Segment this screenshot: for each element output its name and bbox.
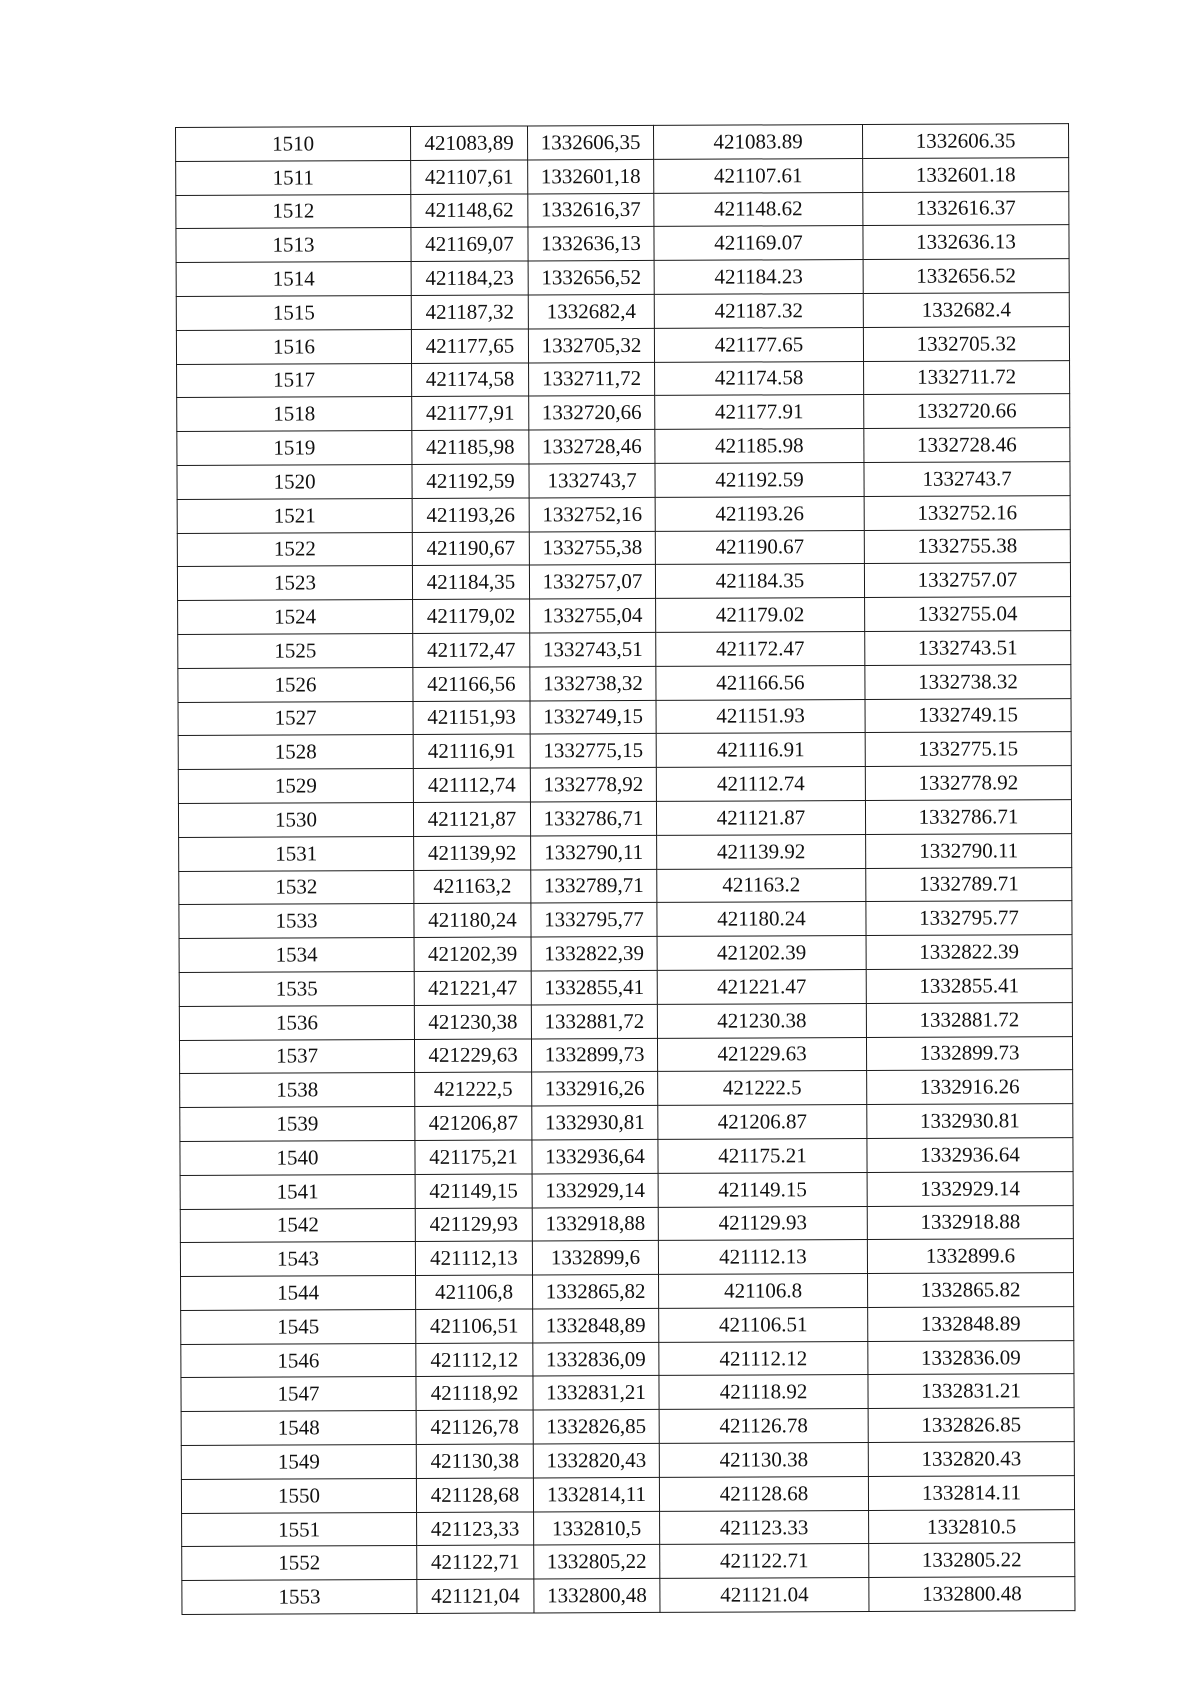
- table-row: [181, 1273, 1074, 1311]
- y-dot-cell: 1332775.15: [865, 732, 1071, 767]
- x-dot-cell: 421174.58: [655, 361, 864, 396]
- y-dot-cell: 1332831.21: [868, 1374, 1074, 1409]
- y-comma-cell: 1332848,89: [533, 1308, 659, 1342]
- x-comma-cell: 421174,58: [412, 363, 529, 397]
- y-dot-cell: 1332916.26: [867, 1070, 1073, 1105]
- point-number-cell: 1531: [179, 836, 414, 871]
- point-number-cell: 1540: [180, 1140, 415, 1175]
- point-number-cell: 1522: [177, 532, 412, 567]
- y-comma-cell: 1332743,7: [529, 463, 655, 497]
- y-dot-cell: 1332848.89: [868, 1306, 1074, 1341]
- x-dot-cell: 421130.38: [659, 1443, 868, 1478]
- x-comma-cell: 421139,92: [414, 836, 531, 870]
- table-row: [176, 259, 1069, 297]
- point-number-cell: 1525: [178, 633, 413, 668]
- x-dot-cell: 421187.32: [654, 293, 863, 328]
- y-dot-cell: 1332836.09: [868, 1340, 1074, 1375]
- y-dot-cell: 1332810.5: [869, 1509, 1075, 1544]
- y-comma-cell: 1332775,15: [530, 734, 656, 768]
- x-comma-cell: 421128,68: [416, 1478, 533, 1512]
- y-dot-cell: 1332601.18: [863, 157, 1069, 192]
- point-number-cell: 1536: [179, 1005, 414, 1040]
- x-dot-cell: 421083.89: [653, 125, 862, 160]
- table-row: [180, 1205, 1073, 1243]
- point-number-cell: 1512: [176, 194, 411, 229]
- point-number-cell: 1523: [177, 566, 412, 601]
- table-row: [181, 1374, 1074, 1412]
- x-dot-cell: 421177.65: [654, 327, 863, 362]
- x-dot-cell: 421116.91: [656, 733, 865, 768]
- table-row: [176, 225, 1069, 263]
- y-dot-cell: 1332790.11: [866, 833, 1072, 868]
- table-row: [178, 631, 1071, 669]
- y-dot-cell: 1332865.82: [868, 1273, 1074, 1308]
- y-dot-cell: 1332822.39: [866, 935, 1072, 970]
- point-number-cell: 1541: [180, 1174, 415, 1209]
- y-dot-cell: 1332814.11: [868, 1475, 1074, 1510]
- x-dot-cell: 421184.35: [655, 564, 864, 599]
- y-comma-cell: 1332743,51: [530, 632, 656, 666]
- point-number-cell: 1515: [176, 295, 411, 330]
- point-number-cell: 1545: [181, 1309, 416, 1344]
- x-comma-cell: 421177,91: [412, 396, 529, 430]
- table-row: [178, 664, 1071, 702]
- x-dot-cell: 421112.74: [656, 767, 865, 802]
- x-comma-cell: 421118,92: [416, 1376, 533, 1410]
- x-comma-cell: 421107,61: [411, 160, 528, 194]
- point-number-cell: 1524: [178, 600, 413, 635]
- y-dot-cell: 1332738.32: [865, 664, 1071, 699]
- y-dot-cell: 1332820.43: [868, 1442, 1074, 1477]
- table-row: [179, 935, 1072, 973]
- y-dot-cell: 1332936.64: [867, 1137, 1073, 1172]
- y-comma-cell: 1332711,72: [529, 362, 655, 396]
- point-number-cell: 1529: [178, 769, 413, 804]
- point-number-cell: 1543: [180, 1242, 415, 1277]
- x-dot-cell: 421121.87: [656, 800, 865, 835]
- y-comma-cell: 1332636,13: [528, 227, 654, 261]
- x-comma-cell: 421172,47: [413, 633, 530, 667]
- x-comma-cell: 421083,89: [410, 126, 527, 160]
- table-row: [181, 1306, 1074, 1344]
- table-row: [179, 1002, 1072, 1040]
- x-dot-cell: 421193.26: [655, 496, 864, 531]
- x-comma-cell: 421179,02: [413, 599, 530, 633]
- x-comma-cell: 421123,33: [417, 1512, 534, 1546]
- table-row: [181, 1475, 1074, 1513]
- x-comma-cell: 421151,93: [413, 701, 530, 735]
- x-dot-cell: 421112.13: [658, 1240, 867, 1275]
- point-number-cell: 1552: [182, 1546, 417, 1581]
- y-dot-cell: 1332930.81: [867, 1104, 1073, 1139]
- y-dot-cell: 1332757.07: [864, 563, 1070, 598]
- y-dot-cell: 1332755.38: [864, 529, 1070, 564]
- point-number-cell: 1510: [176, 126, 411, 161]
- table-row: [178, 800, 1071, 838]
- y-comma-cell: 1332682,4: [528, 294, 654, 328]
- table-row: [177, 462, 1070, 500]
- point-number-cell: 1530: [178, 802, 413, 837]
- x-dot-cell: 421202.39: [657, 936, 866, 971]
- y-dot-cell: 1332786.71: [865, 800, 1071, 835]
- y-comma-cell: 1332899,73: [531, 1038, 657, 1072]
- table-row: [180, 1104, 1073, 1142]
- x-comma-cell: 421126,78: [416, 1410, 533, 1444]
- x-comma-cell: 421169,07: [411, 227, 528, 261]
- x-comma-cell: 421121,87: [413, 802, 530, 836]
- y-comma-cell: 1332752,16: [529, 497, 655, 531]
- point-number-cell: 1550: [181, 1478, 416, 1513]
- x-dot-cell: 421184.23: [654, 260, 863, 295]
- point-number-cell: 1553: [182, 1580, 417, 1615]
- point-number-cell: 1527: [178, 701, 413, 736]
- table-row: [182, 1509, 1075, 1547]
- x-comma-cell: 421221,47: [414, 971, 531, 1005]
- point-number-cell: 1549: [181, 1445, 416, 1480]
- y-comma-cell: 1332820,43: [533, 1443, 659, 1477]
- table-row: [177, 529, 1070, 567]
- y-comma-cell: 1332738,32: [530, 666, 656, 700]
- x-comma-cell: 421184,23: [411, 261, 528, 295]
- table-row: [177, 495, 1070, 533]
- y-comma-cell: 1332930,81: [532, 1106, 658, 1140]
- y-dot-cell: 1332749.15: [865, 698, 1071, 733]
- point-number-cell: 1538: [180, 1073, 415, 1108]
- y-dot-cell: 1332606.35: [862, 124, 1068, 159]
- y-dot-cell: 1332826.85: [868, 1408, 1074, 1443]
- point-number-cell: 1516: [176, 329, 411, 364]
- x-comma-cell: 421121,04: [417, 1579, 534, 1613]
- x-comma-cell: 421116,91: [413, 734, 530, 768]
- y-dot-cell: 1332899.73: [866, 1036, 1072, 1071]
- y-dot-cell: 1332929.14: [867, 1171, 1073, 1206]
- y-comma-cell: 1332616,37: [528, 193, 654, 227]
- y-comma-cell: 1332601,18: [528, 159, 654, 193]
- table-row: [181, 1340, 1074, 1378]
- x-comma-cell: 421184,35: [412, 565, 529, 599]
- x-comma-cell: 421177,65: [411, 329, 528, 363]
- y-comma-cell: 1332936,64: [532, 1139, 658, 1173]
- y-comma-cell: 1332728,46: [529, 430, 655, 464]
- point-number-cell: 1526: [178, 667, 413, 702]
- point-number-cell: 1535: [179, 971, 414, 1006]
- point-number-cell: 1544: [181, 1276, 416, 1311]
- y-comma-cell: 1332899,6: [532, 1241, 658, 1275]
- y-comma-cell: 1332755,38: [529, 531, 655, 565]
- x-dot-cell: 421106.8: [659, 1274, 868, 1309]
- y-comma-cell: 1332778,92: [530, 768, 656, 802]
- y-comma-cell: 1332814,11: [533, 1477, 659, 1511]
- x-comma-cell: 421192,59: [412, 464, 529, 498]
- table-row: [178, 732, 1071, 770]
- y-comma-cell: 1332755,04: [530, 599, 656, 633]
- x-dot-cell: 421180.24: [657, 902, 866, 937]
- x-comma-cell: 421149,15: [415, 1174, 532, 1208]
- table-row: [176, 326, 1069, 364]
- y-comma-cell: 1332800,48: [534, 1579, 660, 1613]
- point-number-cell: 1521: [177, 498, 412, 533]
- y-comma-cell: 1332790,11: [531, 835, 657, 869]
- table-row: [179, 867, 1072, 905]
- x-dot-cell: 421169.07: [654, 226, 863, 261]
- x-dot-cell: 421122.71: [660, 1544, 869, 1579]
- x-dot-cell: 421190.67: [655, 530, 864, 565]
- y-comma-cell: 1332855,41: [531, 970, 657, 1004]
- y-dot-cell: 1332918.88: [867, 1205, 1073, 1240]
- y-comma-cell: 1332810,5: [534, 1511, 660, 1545]
- table-row: [177, 394, 1070, 432]
- y-comma-cell: 1332789,71: [531, 869, 657, 903]
- x-comma-cell: 421193,26: [412, 498, 529, 532]
- table-row: [182, 1543, 1075, 1581]
- x-dot-cell: 421222.5: [658, 1071, 867, 1106]
- table-row: [179, 833, 1072, 871]
- table-row: [180, 1070, 1073, 1108]
- y-dot-cell: 1332805.22: [869, 1543, 1075, 1578]
- y-comma-cell: 1332836,09: [533, 1342, 659, 1376]
- x-dot-cell: 421139.92: [657, 834, 866, 869]
- x-dot-cell: 421172.47: [656, 631, 865, 666]
- y-dot-cell: 1332752.16: [864, 495, 1070, 530]
- x-dot-cell: 421107.61: [654, 158, 863, 193]
- point-number-cell: 1551: [182, 1512, 417, 1547]
- x-dot-cell: 421206.87: [658, 1105, 867, 1140]
- y-comma-cell: 1332705,32: [528, 328, 654, 362]
- y-dot-cell: 1332682.4: [863, 293, 1069, 328]
- y-comma-cell: 1332795,77: [531, 903, 657, 937]
- table-row: [176, 124, 1069, 162]
- x-dot-cell: 421177.91: [655, 395, 864, 430]
- y-comma-cell: 1332606,35: [527, 125, 653, 159]
- x-comma-cell: 421122,71: [417, 1545, 534, 1579]
- table-row: [181, 1442, 1074, 1480]
- x-comma-cell: 421148,62: [411, 194, 528, 228]
- y-comma-cell: 1332786,71: [530, 801, 656, 835]
- y-dot-cell: 1332795.77: [866, 901, 1072, 936]
- x-comma-cell: 421187,32: [411, 295, 528, 329]
- y-dot-cell: 1332800.48: [869, 1577, 1075, 1612]
- y-comma-cell: 1332656,52: [528, 261, 654, 295]
- y-dot-cell: 1332743.7: [864, 462, 1070, 497]
- x-dot-cell: 421221.47: [657, 969, 866, 1004]
- y-dot-cell: 1332743.51: [865, 631, 1071, 666]
- table-row: [179, 901, 1072, 939]
- point-number-cell: 1533: [179, 904, 414, 939]
- y-comma-cell: 1332918,88: [532, 1207, 658, 1241]
- table-row: [177, 428, 1070, 466]
- point-number-cell: 1514: [176, 262, 411, 297]
- y-dot-cell: 1332881.72: [866, 1002, 1072, 1037]
- x-dot-cell: 421128.68: [659, 1476, 868, 1511]
- x-dot-cell: 421185.98: [655, 429, 864, 464]
- y-comma-cell: 1332865,82: [533, 1274, 659, 1308]
- table-row: [176, 191, 1069, 229]
- table-row: [180, 1137, 1073, 1175]
- coordinates-table: [175, 123, 1075, 1615]
- x-dot-cell: 421151.93: [656, 699, 865, 734]
- x-comma-cell: 421112,12: [416, 1343, 533, 1377]
- y-dot-cell: 1332636.13: [863, 225, 1069, 260]
- x-comma-cell: 421222,5: [415, 1072, 532, 1106]
- x-comma-cell: 421180,24: [414, 903, 531, 937]
- point-number-cell: 1539: [180, 1107, 415, 1142]
- table-row: [178, 698, 1071, 736]
- y-dot-cell: 1332728.46: [864, 428, 1070, 463]
- x-dot-cell: 421229.63: [657, 1037, 866, 1072]
- table-row: [177, 563, 1070, 601]
- point-number-cell: 1546: [181, 1343, 416, 1378]
- point-number-cell: 1542: [180, 1208, 415, 1243]
- x-comma-cell: 421112,13: [415, 1241, 532, 1275]
- y-dot-cell: 1332899.6: [867, 1239, 1073, 1274]
- point-number-cell: 1537: [179, 1039, 414, 1074]
- x-dot-cell: 421123.33: [660, 1510, 869, 1545]
- y-comma-cell: 1332757,07: [529, 565, 655, 599]
- x-dot-cell: 421118.92: [659, 1375, 868, 1410]
- x-dot-cell: 421192.59: [655, 462, 864, 497]
- table-row: [181, 1408, 1074, 1446]
- point-number-cell: 1513: [176, 228, 411, 263]
- y-dot-cell: 1332711.72: [864, 360, 1070, 395]
- y-comma-cell: 1332826,85: [533, 1410, 659, 1444]
- x-comma-cell: 421202,39: [414, 937, 531, 971]
- y-comma-cell: 1332822,39: [531, 937, 657, 971]
- point-number-cell: 1511: [176, 160, 411, 195]
- point-number-cell: 1518: [177, 397, 412, 432]
- y-dot-cell: 1332755.04: [865, 597, 1071, 632]
- x-comma-cell: 421163,2: [414, 869, 531, 903]
- table-row: [178, 766, 1071, 804]
- y-comma-cell: 1332929,14: [532, 1173, 658, 1207]
- y-dot-cell: 1332616.37: [863, 191, 1069, 226]
- x-comma-cell: 421206,87: [415, 1106, 532, 1140]
- y-comma-cell: 1332831,21: [533, 1376, 659, 1410]
- x-dot-cell: 421175.21: [658, 1138, 867, 1173]
- point-number-cell: 1528: [178, 735, 413, 770]
- y-comma-cell: 1332720,66: [529, 396, 655, 430]
- x-comma-cell: 421190,67: [412, 532, 529, 566]
- x-dot-cell: 421163.2: [657, 868, 866, 903]
- point-number-cell: 1548: [181, 1411, 416, 1446]
- point-number-cell: 1532: [179, 870, 414, 905]
- x-dot-cell: 421149.15: [658, 1172, 867, 1207]
- x-dot-cell: 421148.62: [654, 192, 863, 227]
- x-comma-cell: 421229,63: [414, 1038, 531, 1072]
- x-dot-cell: 421112.12: [659, 1341, 868, 1376]
- y-dot-cell: 1332778.92: [865, 766, 1071, 801]
- x-dot-cell: 421126.78: [659, 1409, 868, 1444]
- table-row: [179, 1036, 1072, 1074]
- x-dot-cell: 421121.04: [660, 1578, 869, 1613]
- y-dot-cell: 1332855.41: [866, 969, 1072, 1004]
- table-row: [180, 1171, 1073, 1209]
- x-comma-cell: 421166,56: [413, 667, 530, 701]
- x-dot-cell: 421166.56: [656, 665, 865, 700]
- x-comma-cell: 421130,38: [416, 1444, 533, 1478]
- table-row: [179, 969, 1072, 1007]
- y-comma-cell: 1332881,72: [531, 1004, 657, 1038]
- x-comma-cell: 421175,21: [415, 1140, 532, 1174]
- y-dot-cell: 1332705.32: [863, 326, 1069, 361]
- table-row: [176, 293, 1069, 331]
- x-comma-cell: 421112,74: [413, 768, 530, 802]
- point-number-cell: 1517: [177, 363, 412, 398]
- x-comma-cell: 421230,38: [414, 1005, 531, 1039]
- y-comma-cell: 1332805,22: [534, 1545, 660, 1579]
- y-dot-cell: 1332720.66: [864, 394, 1070, 429]
- x-dot-cell: 421106.51: [659, 1307, 868, 1342]
- table-row: [182, 1577, 1075, 1615]
- coordinates-table-body: [176, 124, 1075, 1615]
- table-row: [177, 360, 1070, 398]
- x-dot-cell: 421230.38: [657, 1003, 866, 1038]
- x-dot-cell: 421179.02: [656, 598, 865, 633]
- y-comma-cell: 1332749,15: [530, 700, 656, 734]
- point-number-cell: 1534: [179, 938, 414, 973]
- x-comma-cell: 421106,8: [416, 1275, 533, 1309]
- x-comma-cell: 421129,93: [415, 1207, 532, 1241]
- y-comma-cell: 1332916,26: [532, 1072, 658, 1106]
- table-row: [180, 1239, 1073, 1277]
- y-dot-cell: 1332789.71: [866, 867, 1072, 902]
- x-comma-cell: 421106,51: [416, 1309, 533, 1343]
- x-dot-cell: 421129.93: [658, 1206, 867, 1241]
- point-number-cell: 1520: [177, 464, 412, 499]
- y-dot-cell: 1332656.52: [863, 259, 1069, 294]
- point-number-cell: 1519: [177, 431, 412, 466]
- table-row: [176, 157, 1069, 195]
- table-row: [178, 597, 1071, 635]
- x-comma-cell: 421185,98: [412, 430, 529, 464]
- point-number-cell: 1547: [181, 1377, 416, 1412]
